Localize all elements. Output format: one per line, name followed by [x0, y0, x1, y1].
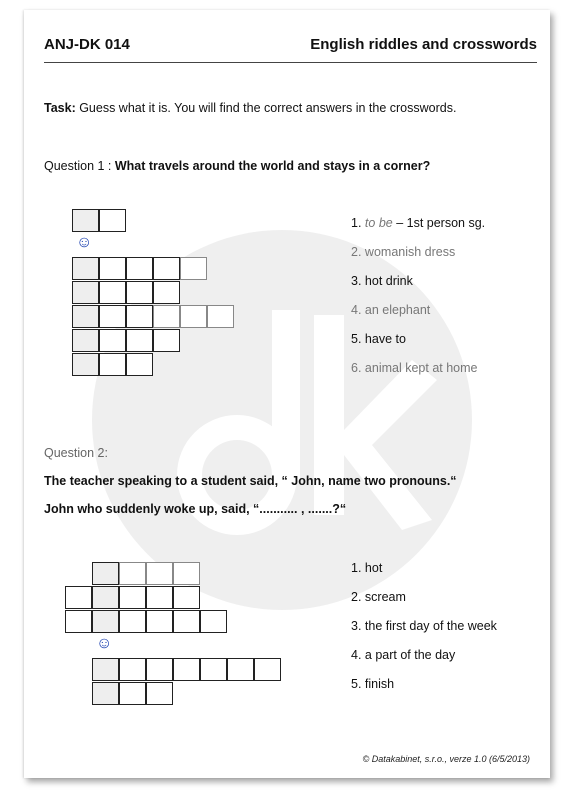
crossword-cell[interactable]	[65, 586, 92, 609]
crossword-cell[interactable]	[99, 353, 126, 376]
crossword-cell[interactable]	[99, 281, 126, 304]
crossword-cell[interactable]	[126, 305, 153, 328]
crossword-cell[interactable]	[254, 658, 281, 681]
crossword-cell[interactable]	[92, 586, 119, 609]
clue-2-5: 5. finish	[351, 677, 395, 691]
crossword-cell[interactable]	[146, 586, 173, 609]
crossword-cell[interactable]	[99, 305, 126, 328]
worksheet-code: ANJ-DK 014	[44, 36, 130, 53]
crossword-cell[interactable]	[173, 658, 200, 681]
worksheet-page	[24, 10, 550, 778]
crossword-cell[interactable]	[153, 281, 180, 304]
crossword-cell[interactable]	[119, 658, 146, 681]
question-2-line-1: The teacher speaking to a student said, “ John, name two pronouns.“	[44, 474, 457, 488]
crossword-cell[interactable]	[92, 682, 119, 705]
crossword-cell[interactable]	[92, 658, 119, 681]
task-label: Task:	[44, 101, 76, 115]
question-2-line-2: John who suddenly woke up, said, “........... , .......?“	[44, 502, 347, 516]
crossword-cell[interactable]	[207, 305, 234, 328]
clue-2: 2. womanish dress	[351, 245, 456, 259]
question-1	[44, 159, 430, 173]
clue-4: 4. an elephant	[351, 303, 431, 317]
crossword-cell[interactable]	[146, 658, 173, 681]
crossword-cell[interactable]	[72, 305, 99, 328]
crossword-cell[interactable]	[119, 562, 146, 585]
crossword-cell[interactable]	[126, 281, 153, 304]
crossword-cell[interactable]	[92, 562, 119, 585]
page-header	[44, 36, 537, 63]
crossword-cell[interactable]	[180, 257, 207, 280]
crossword-cell[interactable]	[146, 682, 173, 705]
question-1-label: Question 1 :	[44, 159, 115, 173]
smiley-icon: ☺	[76, 234, 93, 251]
crossword-cell[interactable]	[126, 257, 153, 280]
crossword-cell[interactable]	[173, 586, 200, 609]
clue-1: 1. to be – 1st person sg.	[351, 216, 486, 230]
clue-3: 3. hot drink	[351, 274, 413, 288]
task-instruction	[44, 101, 456, 115]
crossword-cell[interactable]	[146, 610, 173, 633]
crossword-cell[interactable]	[72, 257, 99, 280]
clue-6: 6. animal kept at home	[351, 361, 478, 375]
copyright-footer: © Datakabinet, s.r.o., verze 1.0 (6/5/2013)	[362, 754, 530, 764]
clue-2-3: 3. the first day of the week	[351, 619, 497, 633]
question-1-text: What travels around the world and stays in a corner?	[114, 159, 431, 173]
crossword-cell[interactable]	[72, 329, 99, 352]
crossword-cell[interactable]	[153, 329, 180, 352]
crossword-cell[interactable]	[180, 305, 207, 328]
question-2-label: Question 2:	[44, 446, 108, 460]
smiley-icon: ☺	[96, 635, 113, 652]
crossword-cell[interactable]	[200, 610, 227, 633]
crossword-cell[interactable]	[119, 586, 146, 609]
crossword-cell[interactable]	[227, 658, 254, 681]
crossword-cell[interactable]	[119, 610, 146, 633]
clue-5: 5. have to	[351, 332, 406, 346]
crossword-cell[interactable]	[99, 257, 126, 280]
crossword-cell[interactable]	[173, 562, 200, 585]
crossword-cell[interactable]	[99, 329, 126, 352]
crossword-cell[interactable]	[72, 281, 99, 304]
crossword-cell[interactable]	[126, 329, 153, 352]
task-text: Guess what it is. You will find the correct answers in the crosswords.	[75, 101, 457, 115]
crossword-cell[interactable]	[153, 257, 180, 280]
crossword-cell[interactable]	[72, 209, 99, 232]
crossword-cell[interactable]	[119, 682, 146, 705]
crossword-cell[interactable]	[92, 610, 119, 633]
crossword-cell[interactable]	[72, 353, 99, 376]
crossword-cell[interactable]	[65, 610, 92, 633]
worksheet-title: English riddles and crosswords	[310, 36, 537, 53]
crossword-cell[interactable]	[146, 562, 173, 585]
crossword-cell[interactable]	[200, 658, 227, 681]
crossword-cell[interactable]	[153, 305, 180, 328]
clue-2-1: 1. hot	[351, 561, 383, 575]
crossword-cell[interactable]	[126, 353, 153, 376]
crossword-cell[interactable]	[173, 610, 200, 633]
crossword-cell[interactable]	[99, 209, 126, 232]
dk-watermark-logo	[82, 220, 482, 620]
clue-2-4: 4. a part of the day	[351, 648, 456, 662]
clue-2-2: 2. scream	[351, 590, 406, 604]
